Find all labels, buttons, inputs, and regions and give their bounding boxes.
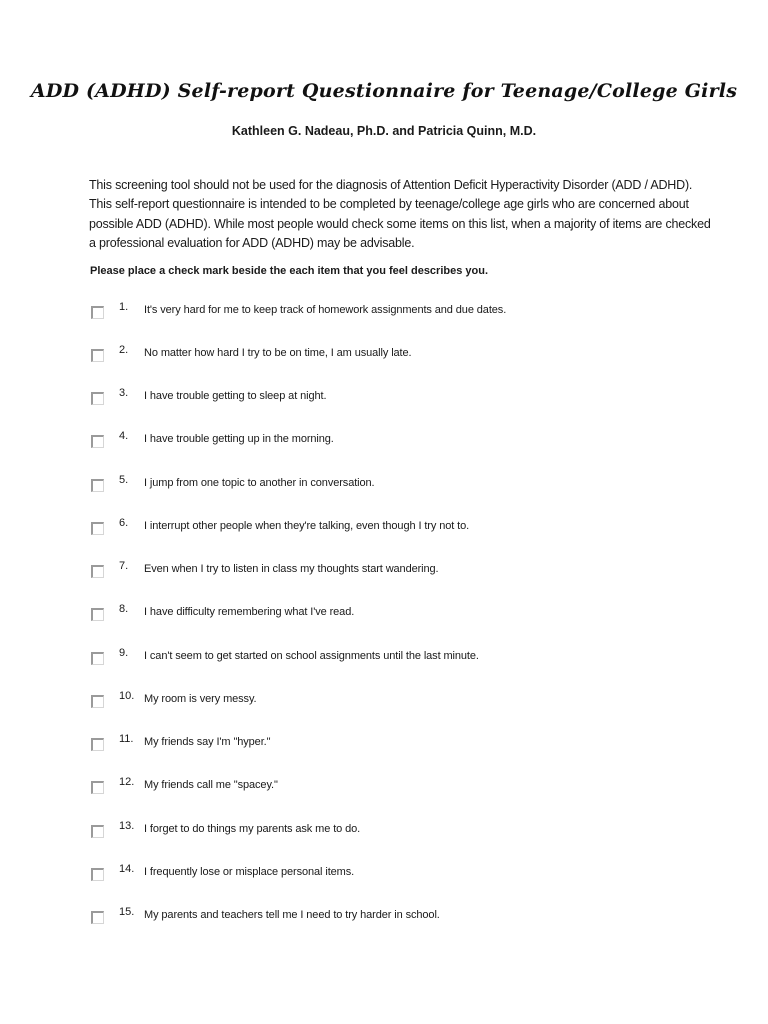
intro-line: possible ADD (ADHD). While most people would check some items on this list, when a majority of items are checked <box>89 216 711 231</box>
item-text: I forget to do things my parents ask me to do. <box>144 823 361 835</box>
list-item <box>0 822 768 844</box>
item-checkbox[interactable] <box>91 565 104 578</box>
list-item <box>0 735 768 757</box>
item-checkbox[interactable] <box>91 738 104 751</box>
item-checkbox[interactable] <box>91 781 104 794</box>
list-item <box>0 908 768 930</box>
item-number: 5. <box>119 474 129 486</box>
item-checkbox[interactable] <box>91 306 104 319</box>
item-number: 7. <box>119 560 129 572</box>
item-text: My parents and teachers tell me I need to try harder in school. <box>144 909 440 921</box>
item-checkbox[interactable] <box>91 349 104 362</box>
list-item <box>0 605 768 627</box>
intro-line: This self-report questionnaire is intended to be completed by teenage/college age girls who are concerned about <box>89 197 689 212</box>
list-item <box>0 865 768 887</box>
item-checkbox[interactable] <box>91 825 104 838</box>
item-text: I have difficulty remembering what I've read. <box>144 606 355 618</box>
item-checkbox[interactable] <box>91 479 104 492</box>
item-text: I frequently lose or misplace personal items. <box>144 866 355 878</box>
item-text: I can't seem to get started on school assignments until the last minute. <box>144 650 479 662</box>
item-number: 4. <box>119 430 129 442</box>
item-number: 6. <box>119 517 129 529</box>
list-item <box>0 432 768 454</box>
list-item <box>0 562 768 584</box>
list-item <box>0 389 768 411</box>
authors-line: Kathleen G. Nadeau, Ph.D. and Patricia Quinn, M.D. <box>231 124 537 138</box>
item-text: It's very hard for me to keep track of homework assignments and due dates. <box>144 304 507 316</box>
instruction-text: Please place a check mark beside the each item that you feel describes you. <box>90 265 489 277</box>
item-checkbox[interactable] <box>91 868 104 881</box>
list-item <box>0 519 768 541</box>
item-checkbox[interactable] <box>91 652 104 665</box>
item-number: 14. <box>119 863 135 875</box>
item-text: I have trouble getting to sleep at night. <box>144 390 327 402</box>
item-checkbox[interactable] <box>91 522 104 535</box>
item-number: 11. <box>119 733 134 745</box>
item-checkbox[interactable] <box>91 392 104 405</box>
item-number: 2. <box>119 344 129 356</box>
item-checkbox[interactable] <box>91 435 104 448</box>
item-text: My room is very messy. <box>144 693 257 705</box>
intro-line: This screening tool should not be used for the diagnosis of Attention Deficit Hyperactivity Disorder (ADD / ADHD). <box>89 178 693 192</box>
list-item <box>0 778 768 800</box>
intro-line: a professional evaluation for ADD (ADHD) may be advisable. <box>89 235 415 250</box>
item-checkbox[interactable] <box>91 695 104 708</box>
list-item <box>0 692 768 714</box>
item-text: My friends say I'm "hyper." <box>144 736 271 748</box>
list-item <box>0 476 768 498</box>
item-text: My friends call me "spacey." <box>144 779 278 791</box>
item-text: I jump from one topic to another in conversation. <box>144 477 375 489</box>
item-checkbox[interactable] <box>91 608 104 621</box>
page-title: ADD (ADHD) Self-report Questionnaire for Teenage/College Girls <box>30 80 738 102</box>
item-text: Even when I try to listen in class my thoughts start wandering. <box>144 563 439 575</box>
item-number: 3. <box>119 387 129 399</box>
item-text: I interrupt other people when they're talking, even though I try not to. <box>144 520 470 532</box>
item-number: 9. <box>119 647 129 659</box>
item-text: No matter how hard I try to be on time, I am usually late. <box>144 347 412 359</box>
item-number: 13. <box>119 820 135 832</box>
item-number: 10. <box>119 690 135 702</box>
list-item <box>0 346 768 368</box>
item-number: 12. <box>119 776 135 788</box>
list-item <box>0 303 768 325</box>
list-item <box>0 649 768 671</box>
item-checkbox[interactable] <box>91 911 104 924</box>
item-number: 1. <box>119 301 129 313</box>
item-number: 8. <box>119 603 129 615</box>
item-number: 15. <box>119 906 135 918</box>
item-text: I have trouble getting up in the morning. <box>144 433 334 445</box>
